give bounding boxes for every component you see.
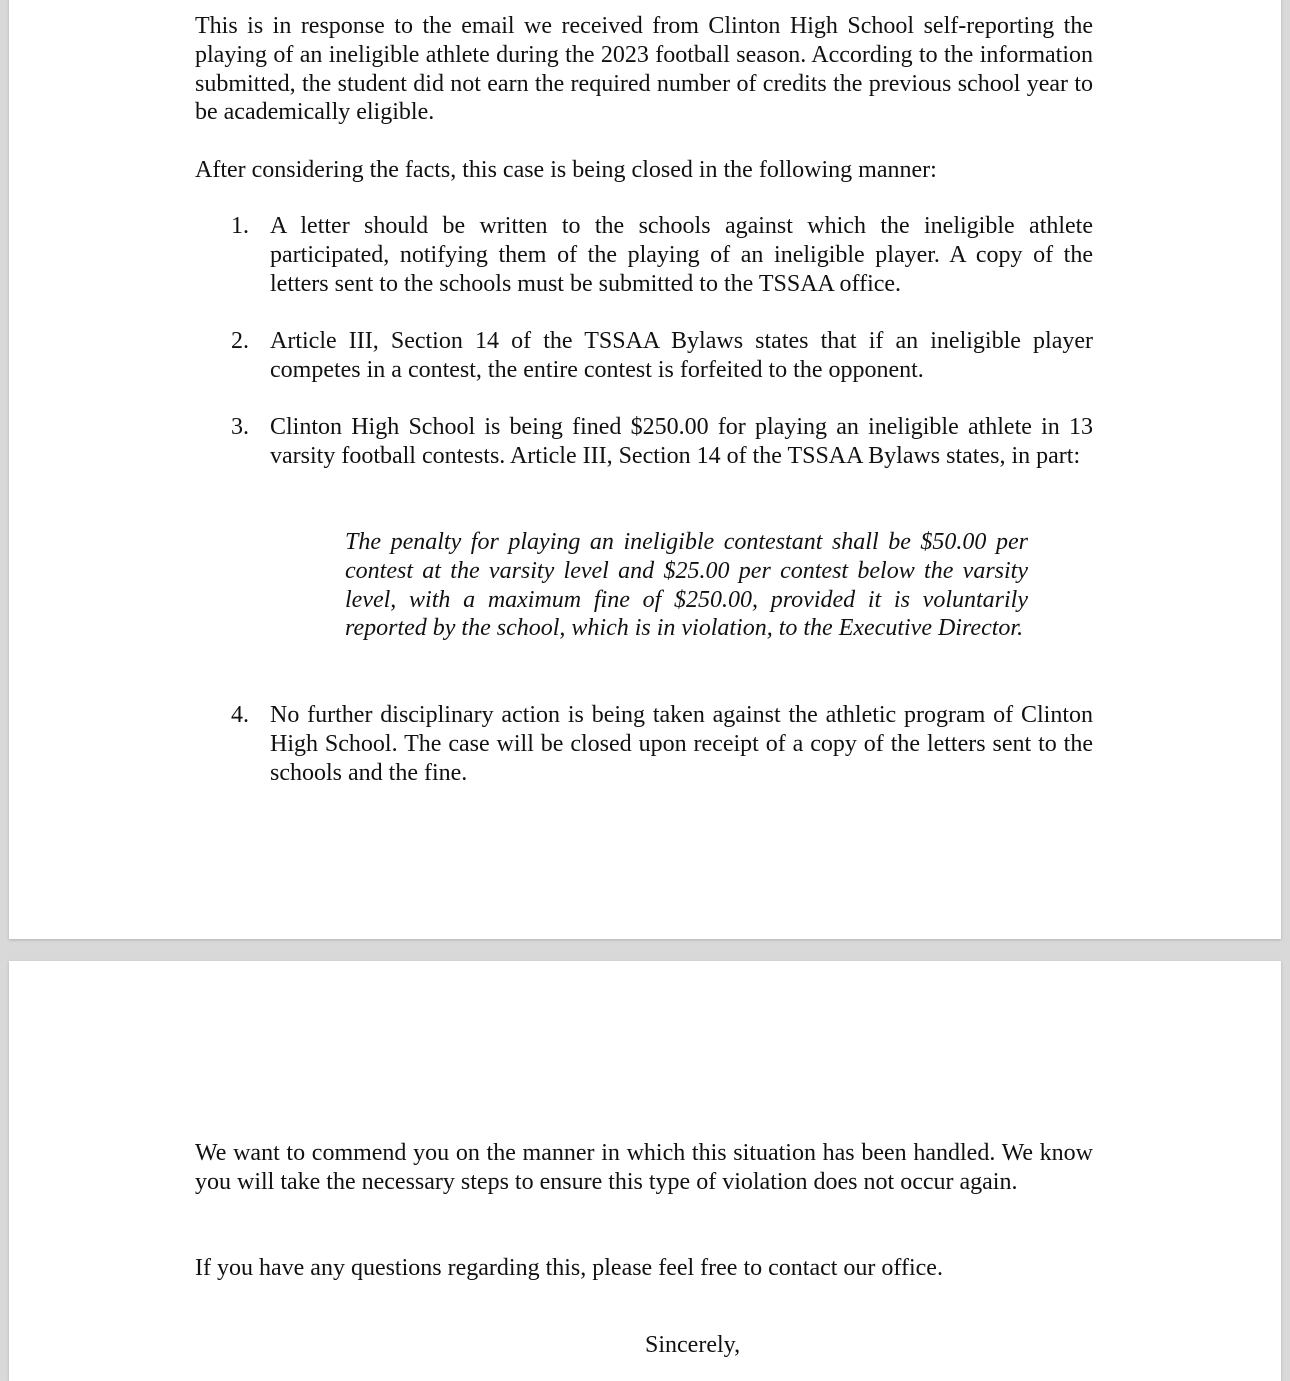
list-item-number: 1.: [231, 213, 249, 239]
list-item-number: 3.: [231, 414, 249, 440]
document-page-1: [9, 0, 1281, 939]
list-item-text: Article III, Section 14 of the TSSAA Bylaws states that if an ineligible player competes in a contest, the entire contest is forfeited to the opponent.: [270, 328, 1093, 383]
intro-paragraph: This is in response to the email we received from Clinton High School self-reporting the playing of an ineligible athlete during the 2023 football season. According to the information submitted, the student did not earn the required number of credits the previous school year to be academically eligible.: [195, 13, 1093, 126]
closing-salutation: Sincerely,: [645, 1332, 741, 1358]
bylaws-quote: The penalty for playing an ineligible contestant shall be $50.00 per contest at the varsity level and $25.00 per contest below the varsity level, with a maximum fine of $250.00, provided it is voluntarily reported by the school, which is in violation, to the Executive Director.: [345, 529, 1028, 642]
list-item-text: A letter should be written to the schools against which the ineligible athlete participated, notifying them of the playing of an ineligible player. A copy of the letters sent to the schools must be submitted to the TSSAA office.: [270, 213, 1093, 297]
list-item-number: 4.: [231, 702, 249, 728]
contact-paragraph: If you have any questions regarding this, please feel free to contact our office.: [195, 1255, 943, 1281]
commendation-paragraph: We want to commend you on the manner in which this situation has been handled. We know you will take the necessary steps to ensure this type of violation does not occur again.: [195, 1140, 1093, 1195]
document-page-2: [9, 961, 1281, 1381]
list-item-number: 2.: [231, 328, 249, 354]
list-item-text: Clinton High School is being fined $250.00 for playing an ineligible athlete in 13 varsity football contests. Article III, Section 14 of the TSSAA Bylaws states, in part:: [270, 414, 1093, 469]
list-item-text: No further disciplinary action is being taken against the athletic program of Clinton High School. The case will be closed upon receipt of a copy of the letters sent to the schools and the fine.: [270, 702, 1093, 786]
lead-in-paragraph: After considering the facts, this case is being closed in the following manner:: [195, 157, 937, 183]
